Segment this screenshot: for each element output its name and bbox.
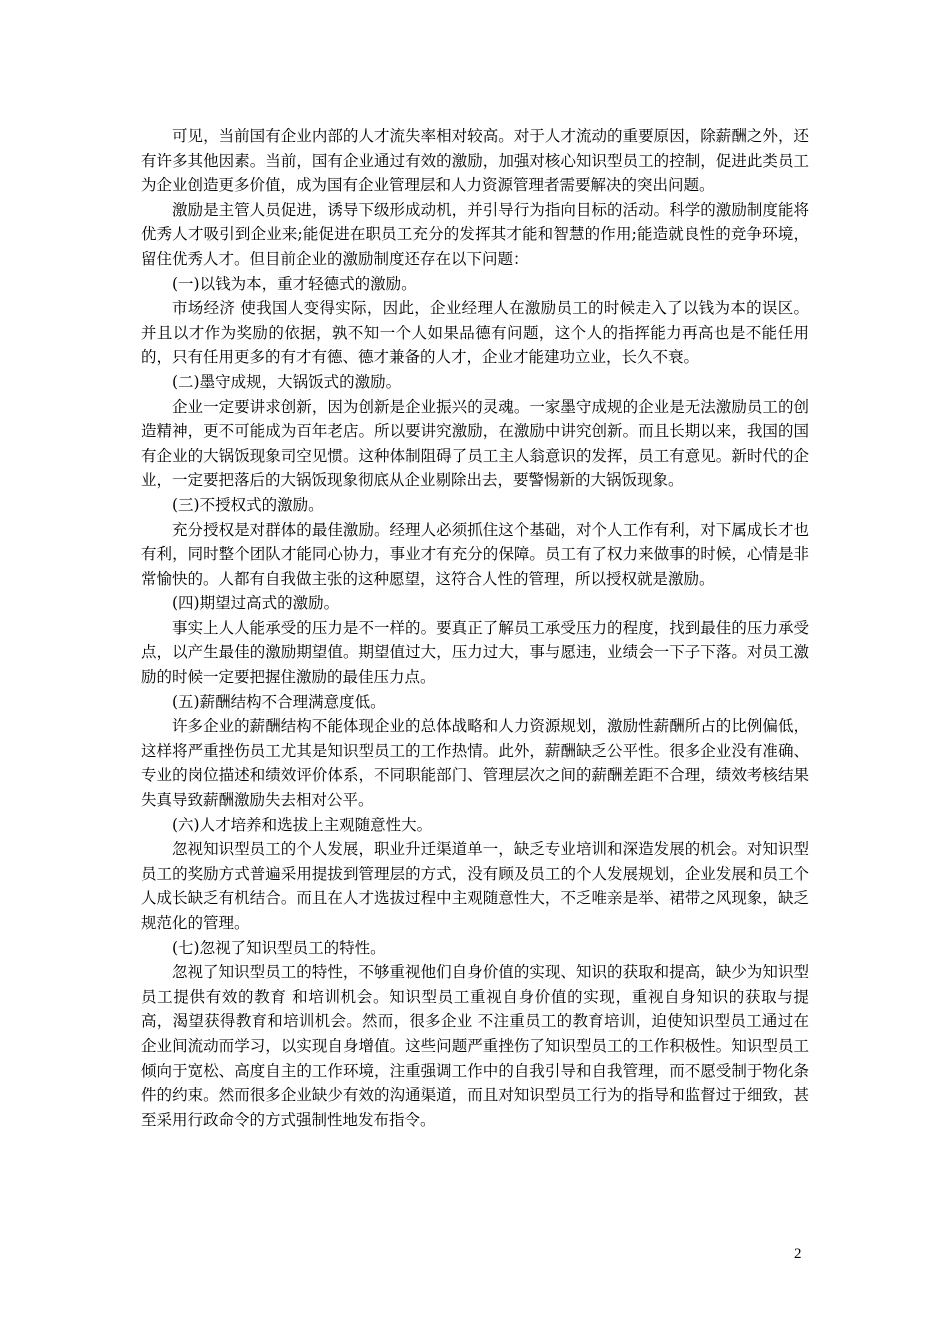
section-heading-1: (一)以钱为本，重才轻德式的激励。: [172, 274, 417, 293]
section-heading-5: (五)薪酬结构不合理满意度低。: [172, 692, 386, 711]
section-heading-3: (三)不授权式的激励。: [172, 495, 324, 514]
paragraph-incentive-definition: 激励是主管人员促进，诱导下级形成动机，并引导行为指向目标的活动。科学的激励制度能将优秀人才吸引到企业来;能促进在职员工充分的发挥其才能和智慧的作用;能造就良性的竞争环境，留住优秀人才。但目前企业的激励制度还存在以下问题：: [141, 200, 809, 268]
section-heading-7: (七)忽视了知识型员工的特性。: [172, 938, 386, 957]
paragraph-authorization: 充分授权是对群体的最佳激励。经理人必须抓住这个基础，对个人工作有利，对下属成长才也有利，同时整个团队才能同心协力，事业才有充分的保障。员工有了权力来做事的时候，心情是非常愉快的。人都有自我做主张的这种愿望，这符合人性的管理，所以授权就是激励。: [141, 520, 809, 588]
section-heading-4: (四)期望过高式的激励。: [172, 594, 340, 613]
paragraph-talent-development: 忽视知识型员工的个人发展，职业升迁渠道单一，缺乏专业培训和深造发展的机会。对知识型员工的奖励方式普遍采用提拔到管理层的方式，没有顾及员工的个人发展规划，企业发展和员工个人成长缺乏有机结合。而且在人才选拔过程中主观随意性大，不乏唯亲是举、裙带之风现象，缺乏规范化的管理。: [141, 840, 809, 932]
paragraph-innovation: 企业一定要讲求创新，因为创新是企业振兴的灵魂。一家墨守成规的企业是无法激励员工的创造精神，更不可能成为百年老店。所以要讲究激励，在激励中讲究创新。而且长期以来，我国的国有企业的大锅饭现象司空见惯。这种体制阻碍了员工主人翁意识的发挥，员工有意见。新时代的企业，一定要把落后的大锅饭现象彻底从企业剔除出去，要警惕新的大锅饭现象。: [141, 397, 809, 490]
paragraph-knowledge-workers: 忽视了知识型员工的特性，不够重视他们自身价值的实现、知识的获取和提高，缺少为知识型员工提供有效的教育 和培训机会。知识型员工重视自身价值的实现，重视自身知识的获取与提高，渴望获得教育和培训机会。然而，很多企业 不注重员工的教育培训，迫使知识型员工通过在企业间流动而学习，以实现自身增值。这些问题严重挫伤了知识型员工的工作积极性。知识型员工倾向于宽松、高度自主的工作环境，注重强调工作中的自我引导和自我管理，而不愿受制于物化条件的约束。然而很多企业缺少有效的沟通渠道，而且对知识型员工行为的指导和监督过于细致，甚至采用行政命令的方式强制性地发布指令。: [141, 963, 809, 1129]
section-heading-6: (六)人才培养和选拔上主观随意性大。: [172, 815, 433, 834]
page-number: 2: [794, 1246, 802, 1262]
paragraph-money-first: 市场经济 使我国人变得实际，因此，企业经理人在激励员工的时候走入了以钱为本的误区。并且以才作为奖励的依据，孰不知一个人如果品德有问题，这个人的指挥能力再高也是不能任用的，只有任用更多的有才有德、德才兼备的人才，企业才能建功立业，长久不衰。: [141, 299, 809, 367]
paragraph-talent-loss: 可见，当前国有企业内部的人才流失率相对较高。对于人才流动的重要原因，除薪酬之外，还有许多其他因素。当前，国有企业通过有效的激励，加强对核心知识型员工的控制，促进此类员工为企业创造更多价值，成为国有企业管理层和人力资源管理者需要解决的突出问题。: [141, 127, 809, 195]
paragraph-expectation: 事实上人人能承受的压力是不一样的。要真正了解员工承受压力的程度，找到最佳的压力承受点，以产生最佳的激励期望值。期望值过大，压力过大，事与愿违，业绩会一下子下落。对员工激励的时候一定要把握住激励的最佳压力点。: [141, 618, 809, 687]
document-body: [141, 124, 809, 1132]
section-heading-2: (二)墨守成规，大锅饭式的激励。: [172, 372, 402, 391]
paragraph-salary-structure: 许多企业的薪酬结构不能体现企业的总体战略和人力资源规划，激励性薪酬所占的比例偏低，这样将严重挫伤员工尤其是知识型员工的工作热情。此外，薪酬缺乏公平性。很多企业没有准确、专业的岗位描述和绩效评价体系，不同职能部门、管理层次之间的薪酬差距不合理，绩效考核结果失真导致薪酬激励失去相对公平。: [141, 717, 809, 810]
